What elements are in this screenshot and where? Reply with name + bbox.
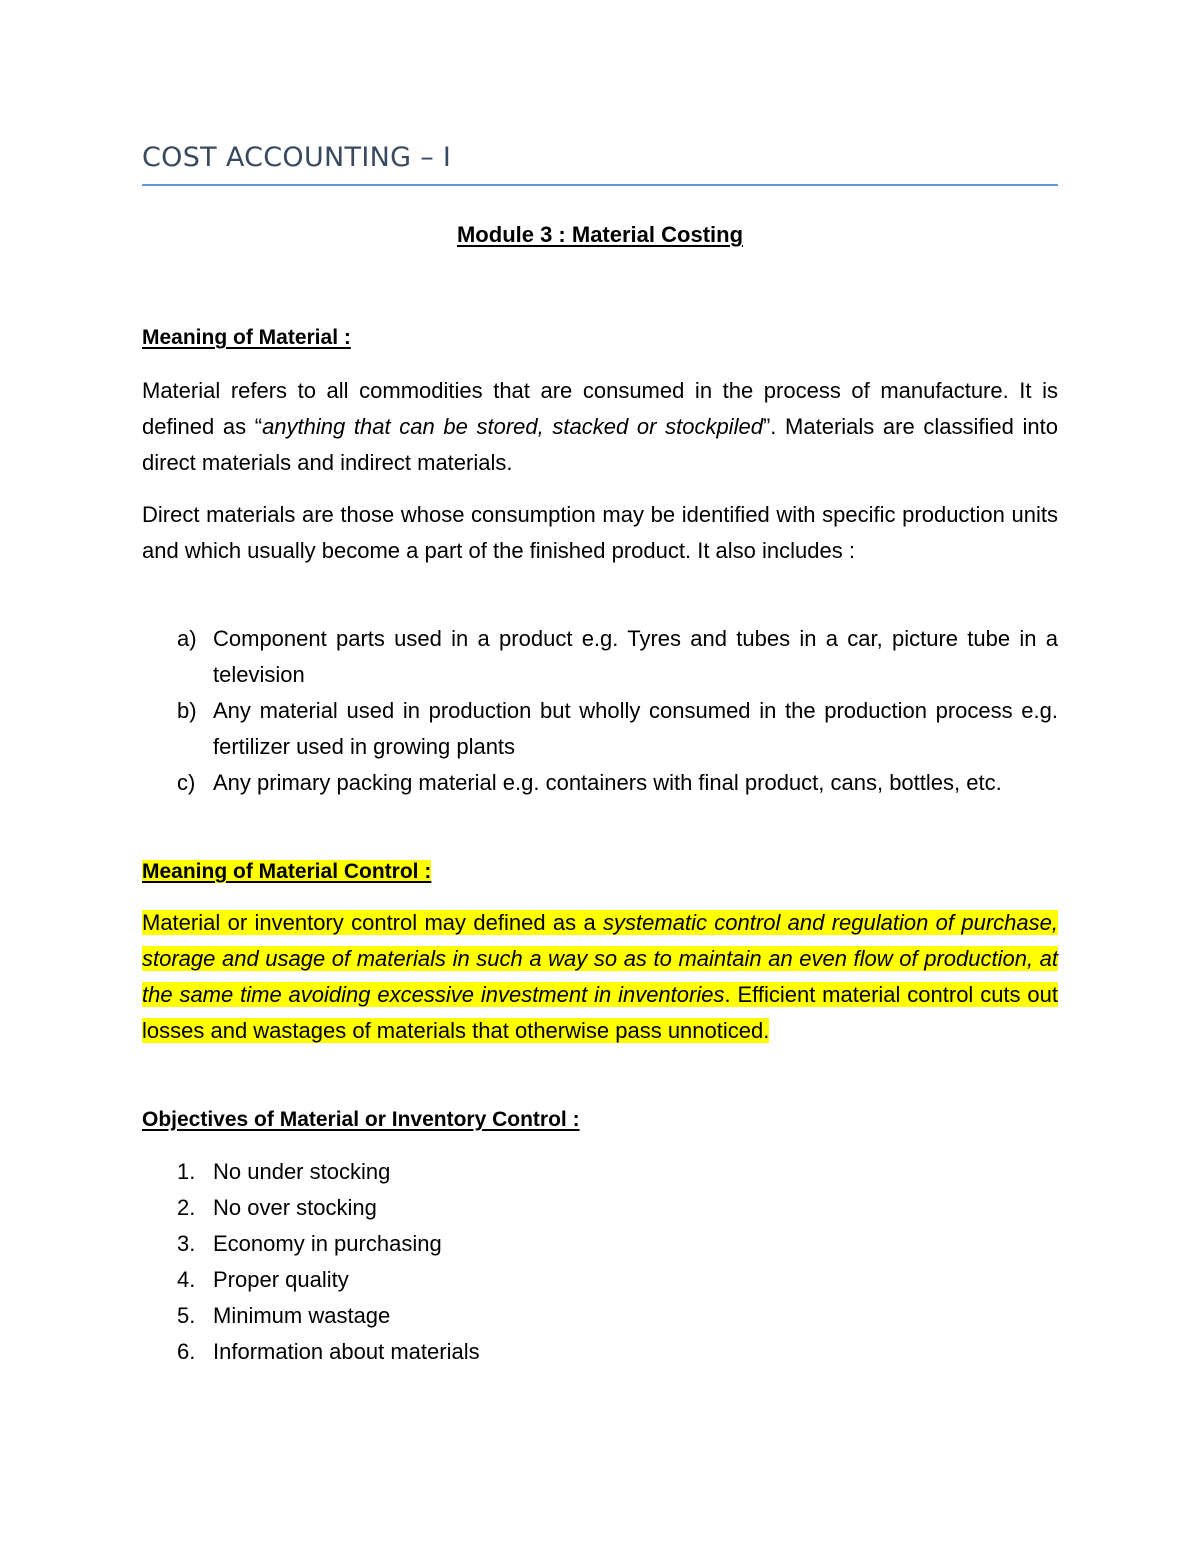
list-marker: 6. [177, 1339, 196, 1364]
list-item-text: Economy in purchasing [213, 1231, 442, 1256]
module-heading: Module 3 : Material Costing [456, 222, 744, 247]
list-item-text: Any primary packing material e.g. containers with final product, cans, bottles, etc. [213, 770, 1002, 795]
title-underline-rule [142, 184, 1058, 186]
list-item [142, 1298, 1058, 1334]
list-item [142, 693, 1058, 765]
paragraph-material-control [142, 905, 1058, 1049]
control-text-1: Material or inventory control may defined as a [142, 910, 604, 935]
list-item-text: Minimum wastage [213, 1303, 391, 1328]
list-item [142, 1226, 1058, 1262]
list-marker: 5. [177, 1303, 196, 1328]
list-marker: 4. [177, 1267, 196, 1292]
list-item-text: Any material used in production but wholly consumed in the production process e.g. fertilizer used in growing plants [213, 698, 1058, 759]
paragraph-material-definition [142, 373, 1058, 481]
list-item [142, 1334, 1058, 1370]
heading-highlight: Meaning of Material Control : [142, 860, 432, 883]
paragraph-direct-materials: Direct materials are those whose consumption may be identified with specific production units and which usually become a part of the finished product. It also includes : [142, 502, 1058, 563]
list-item-text: Information about materials [213, 1339, 480, 1364]
list-item [142, 621, 1058, 693]
heading-meaning-of-material-control [142, 860, 431, 884]
objectives-list [142, 1154, 1058, 1370]
control-definition-italic: systematic control and regulation of purchase, storage and usage of materials in such a way so as to maintain an even flow of production, at the same time avoiding excessive investment in inventories [142, 910, 1058, 1007]
control-text-2: . Efficient material control cuts out losses and wastages of materials that otherwise pass unnoticed. [142, 982, 1058, 1043]
list-item-text: Component parts used in a product e.g. Tyres and tubes in a car, picture tube in a television [213, 626, 1058, 687]
list-marker: b) [177, 698, 197, 723]
list-marker: 2. [177, 1195, 196, 1220]
material-definition-quote: anything that can be stored, stacked or stockpiled [262, 414, 763, 439]
list-item-text: No over stocking [213, 1195, 377, 1220]
list-marker: c) [177, 770, 196, 795]
material-definition-text-1: Material refers to all commodities that are consumed in the process of manufacture. It is defined as “ [142, 378, 1058, 439]
document-title: COST ACCOUNTING – I [142, 142, 452, 173]
list-marker: 1. [177, 1159, 196, 1184]
list-item-text: No under stocking [213, 1159, 391, 1184]
heading-meaning-of-material: Meaning of Material : [142, 326, 351, 349]
highlighted-text [142, 910, 1058, 1043]
material-definition-text-2: ”. Materials are classified into direct materials and indirect materials. [142, 414, 1058, 475]
direct-materials-list [142, 621, 1058, 801]
heading-objectives: Objectives of Material or Inventory Control : [142, 1108, 580, 1131]
list-item [142, 1262, 1058, 1298]
list-marker: a) [177, 626, 197, 651]
list-item-text: Proper quality [213, 1267, 349, 1292]
list-item [142, 1190, 1058, 1226]
list-marker: 3. [177, 1231, 196, 1256]
list-item [142, 1154, 1058, 1190]
list-item [142, 765, 1058, 801]
